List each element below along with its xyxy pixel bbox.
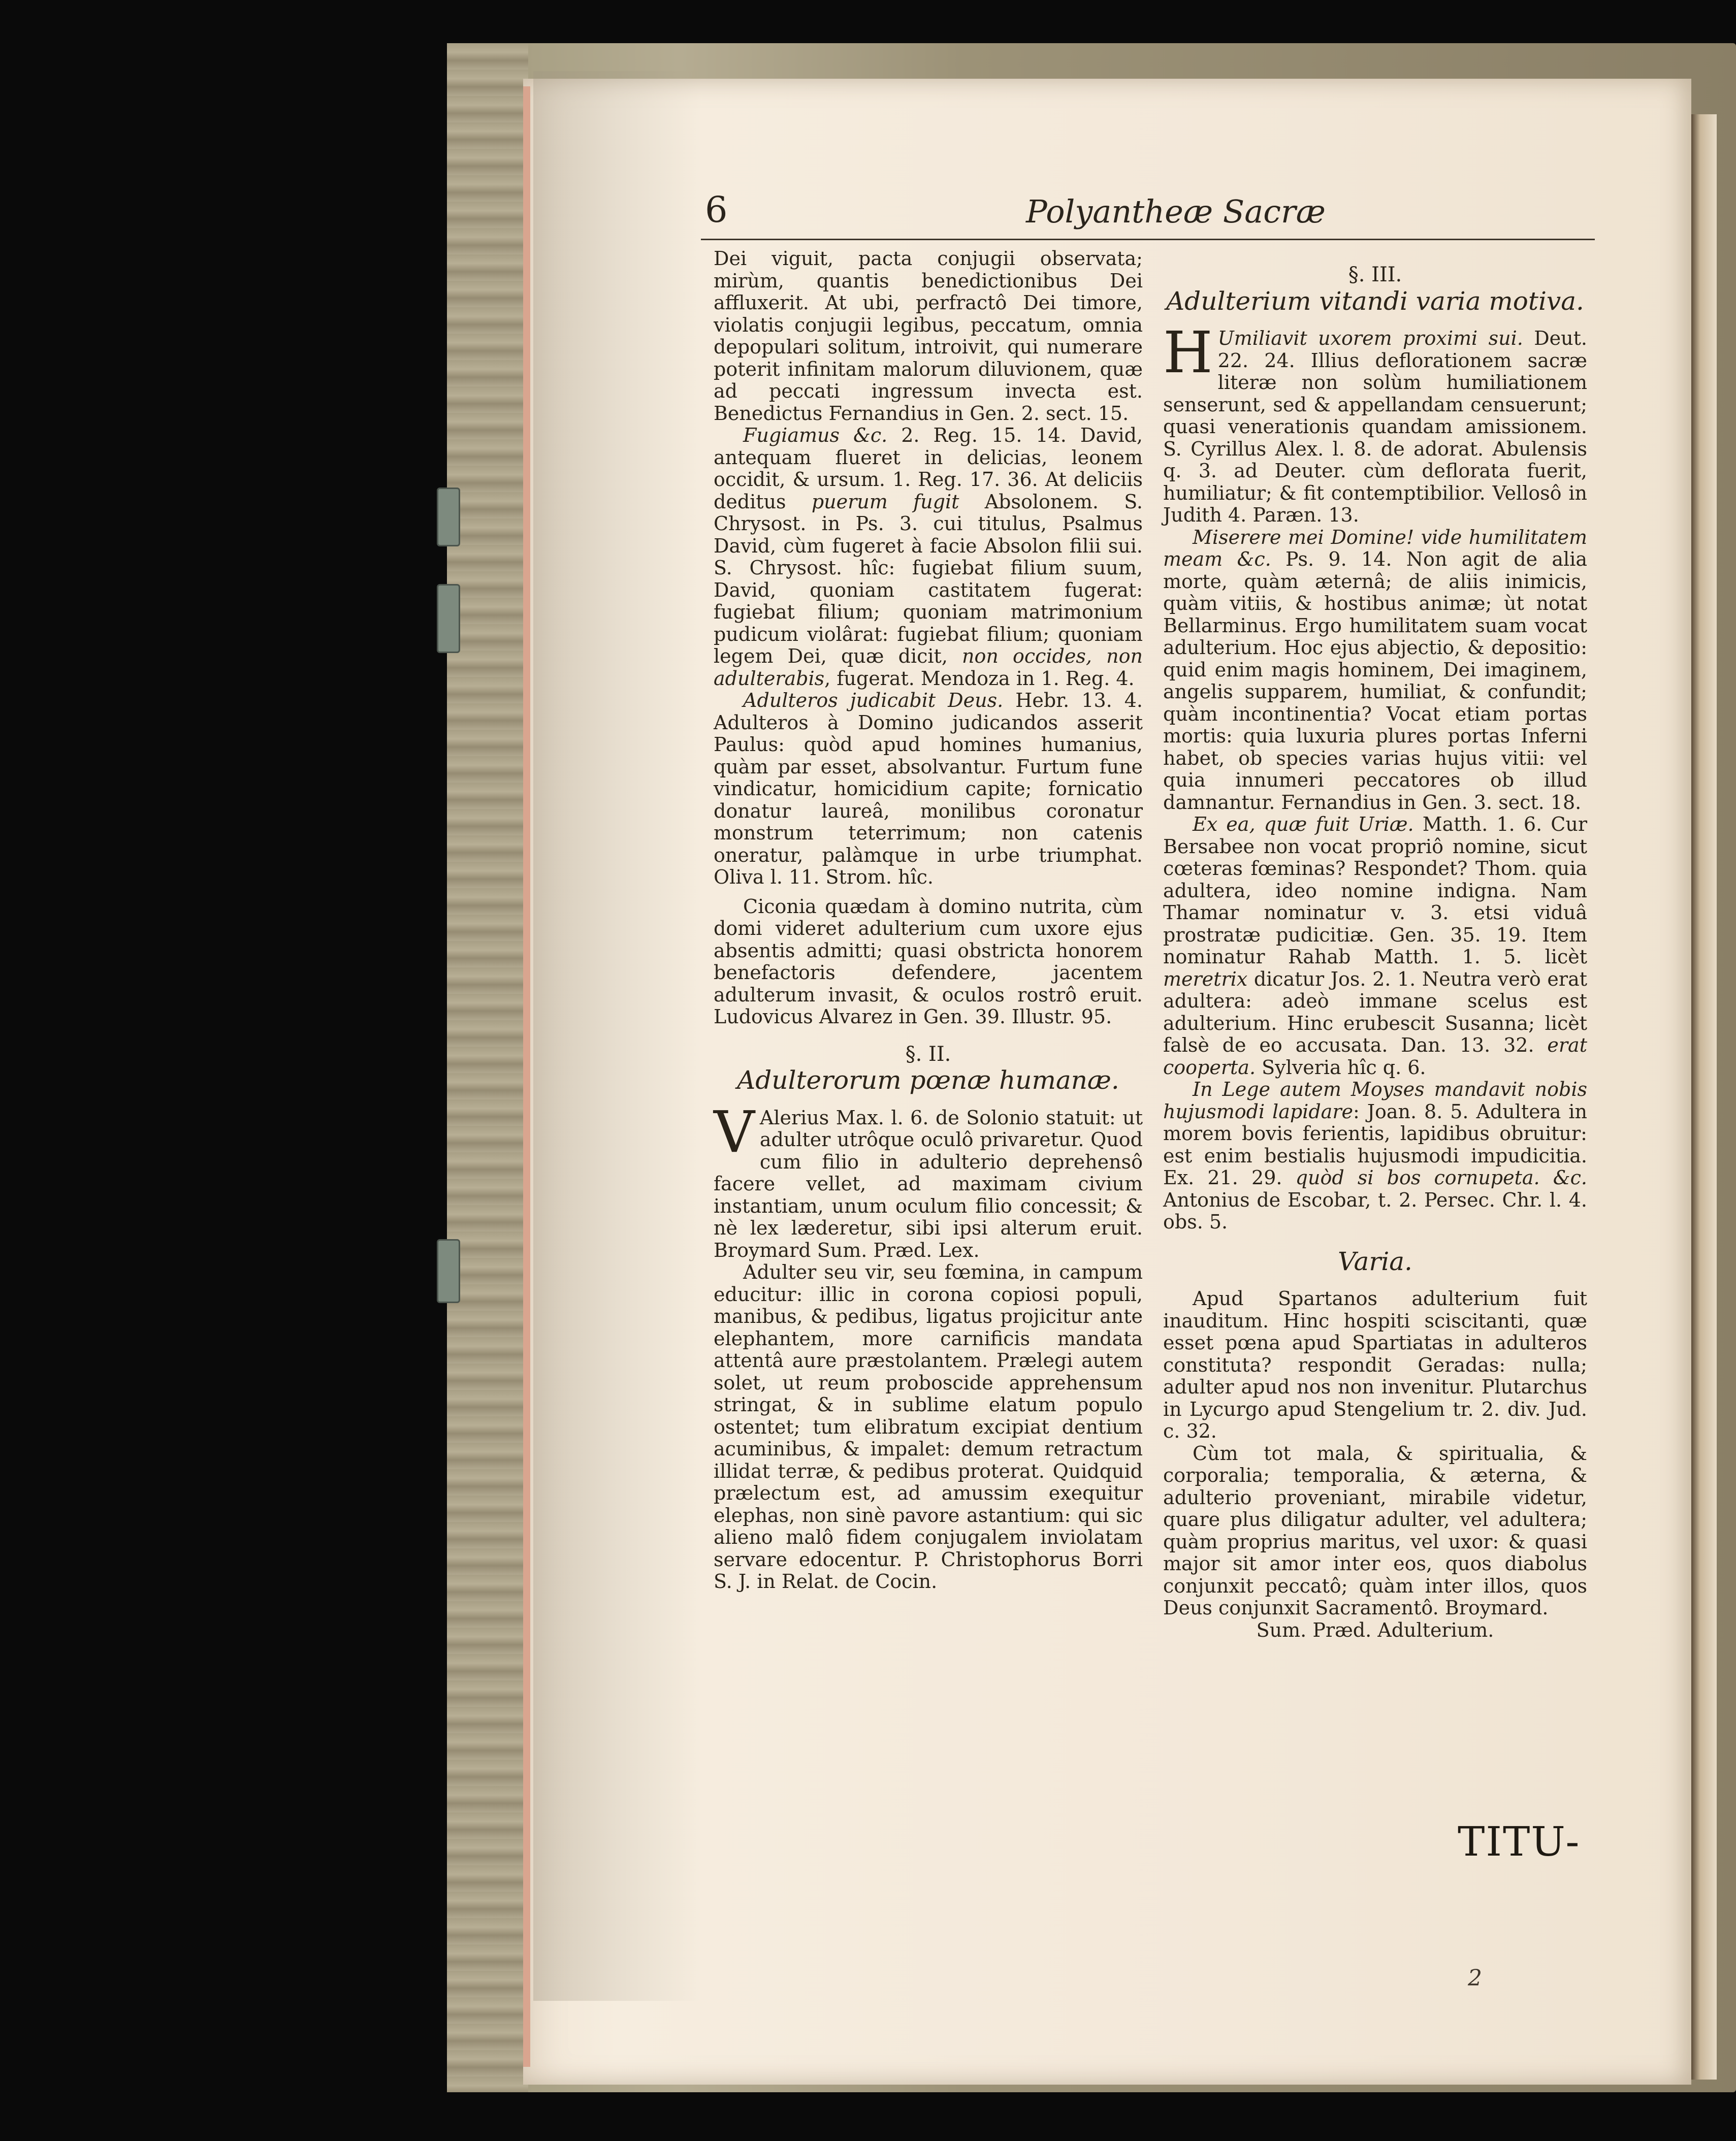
paragraph-text: Absolonem. S. Chrysost. in Ps. 3. cui titulus, Psalmus David, cùm fugeret à facie Absolon filii sui. S. Chrysost. hîc: fugiebat filium suum, David, quoniam castitatem fugerat: fugiebat filium; quoniam matrimonium pudicum violârat: fugiebat filium; quoniam legem Dei, quæ dicit, (714, 490, 1143, 667)
paragraph: Ciconia quædam à domino nutrita, cùm domi videret adulterium cum uxore ejus absentis admitti; quasi obstricta honorem benefactoris defendere, jacentem adulterum invasit, & oculos rostrô eruit. Ludovicus Alvarez in Gen. 39. Illustr. 95. (714, 895, 1143, 1028)
paragraph-tail: Sum. Præd. Adulterium. (1256, 1618, 1494, 1641)
paragraph-text: Antonius de Escobar, t. 2. Persec. Chr. l. 4. obs. 5. (1163, 1188, 1587, 1233)
lemma: Fugiamus &c. (743, 424, 888, 446)
italic-text: erat cooperta. (1163, 1034, 1587, 1079)
binding-clasp (437, 584, 460, 653)
italic-text: puerum fugit (811, 490, 959, 513)
facing-page-edge (1691, 114, 1717, 2080)
lemma: Miserere mei Domine! vide humilitatem meam &c. (1163, 526, 1587, 570)
book-spine-edge (447, 43, 528, 2092)
paragraph-text: Ps. 9. 14. Non agit de alia morte, quàm æternâ; de aliis inimicis, quàm vitiis, & hostibus animæ; ùt notat Bellarminus. Ergo humilitatem suam vocat adulterium. Hoc ejus abjectio, & depositio: quid enim magis hominem, Dei imaginem, angelis supparem, humiliat, & confundit; quàm incontinentia? Vocat etiam portas mortis: quia luxuria plures portas Inferni habet, ob species varias hujus vitii: vel quia innumeri peccatores ob illud damnantur. Fernandius in Gen. 3. sect. 18. (1163, 548, 1587, 814)
paragraph (1163, 1079, 1587, 1234)
section-number: §. II. (905, 1042, 951, 1066)
running-title (1026, 193, 1635, 229)
header-rule (701, 239, 1595, 240)
paragraph-text: Sylveria hîc q. 6. (1256, 1056, 1426, 1079)
paragraph-text: Matth. 1. 6. Cur Bersabee non vocat propriô nomine, sicut cœteras fœminas? Respondet? Thom. quia adultera, ideo nomine indigna. Nam Thamar nominatur v. 3. etsi viduâ prostratæ pudicitiæ. Gen. 35. 19. Item nominatur Rahab Matth. 1. 5. licèt (1163, 813, 1587, 968)
paragraph (714, 1099, 1143, 1262)
binding-clasp (437, 1239, 460, 1303)
section-number: §. III. (1348, 263, 1402, 286)
catchword: TITU- (1458, 1818, 1581, 1865)
right-column (1163, 264, 1587, 1641)
paragraph-text: , fugerat. Mendoza in 1. Reg. 4. (824, 667, 1135, 690)
page-stain (533, 71, 701, 2001)
drop-cap: V (714, 1099, 755, 1165)
paragraph (714, 690, 1143, 889)
italic-text: non occides, non adulterabis (714, 645, 1143, 690)
paragraph (714, 425, 1143, 690)
page-edge-red (523, 86, 530, 2067)
running-title-text: Polyantheæ Sacræ (1026, 193, 1326, 230)
lemma: In Lege autem Moyses mandavit nobis hujusmodi lapidare (1163, 1078, 1587, 1123)
page-number: 6 (705, 189, 728, 231)
lemma: Ex ea, quæ fuit Uriæ. (1193, 813, 1414, 835)
paragraph-text: Deut. 22. 24. Illius deflorationem sacræ literæ non solùm humiliationem senserunt, sed & appellandam censuerunt; quasi venerationis quandam amissionem. S. Cyrillus Alex. l. 8. de adorat. Abulensis q. 3. ad Deuter. cùm deflorata fuerit, humiliatur; & fit contemptibilior. Vellosô in Judith 4. Paræn. 13. (1163, 327, 1587, 526)
paragraph: Cùm tot mala, & spiritualia, & corporalia; temporalia, & æterna, & adulterio proveniant, mirabile videtur, quare plus diligatur adulter, vel adultera; quàm proprius maritus, vel uxor: & quasi major sit amor inter eos, quos diabolus conjunxit peccatô; quàm inter illos, quos Deus conjunxit Sacramentô. Broymard. (1163, 1442, 1587, 1619)
paragraph-text: : Joan. 8. 5. Adultera in morem bovis ferientis, lapidibus obruitur: est enim bestialis hujusmodi impudicitia. Ex. 21. 29. (1163, 1100, 1588, 1189)
paragraph-text: Alerius Max. l. 6. de Solonio statuit: ut adulter utrôque oculô privaretur. Quod cum filio in adulterio deprehensô facere vellet, ad maximam civium instantiam, unum oculum filio concessit; & nè lex læderetur, sibi ipsi alterum eruit. Broymard Sum. Præd. Lex. (714, 1106, 1143, 1261)
italic-text: Umiliavit uxorem proximi sui. (1217, 327, 1523, 349)
italic-text: quòd si bos cornupeta. &c. (1295, 1166, 1587, 1189)
paragraph: Dei viguit, pacta conjugii observata; mirùm, quantis benedictionibus Dei affluxerit. At ubi, perfractô Dei timore, violatis conjugii legibus, peccatum, omnia depopulari solitum, introivit, qui numerare poterit infinitam malorum diluvionem, quæ ad peccati ingressum invecta est. Benedictus Fernandius in Gen. 2. sect. 15. (714, 247, 1143, 425)
paragraph-text: dicatur Jos. 2. 1. Neutra verò erat adultera: adeò immane scelus est adulterium. Hinc erubescit Susanna; licèt falsè de eo accusata. Dan. 13. 32. (1163, 967, 1587, 1056)
paragraph: Adulter seu vir, seu fœmina, in campum educitur: illic in corona copiosi populi, manibus, & pedibus, ligatus projicitur ante elephantem, more carnificis mandata attentâ aure præstolantem. Prælegi autem solet, ut reum proboscide apprehensum stringat, & in sublime elatum populo ostentet; tum elibratum excipiat dentium acuminibus, & impalet: demum retractum illidat terræ, & pedibus proterat. Quidquid prælectum est, ad amussim exequitur elephas, non sinè pavore astantium: qui sic alieno malô fidem conjugalem inviolatam servare edocentur. P. Christophorus Borri S. J. in Relat. de Cocin. (714, 1261, 1143, 1593)
paragraph: Apud Spartanos adulterium fuit inauditum. Hinc hospiti sciscitanti, quæ esset pœna apud Spartiatas in adulteros constituta? respondit Geradas: nulla; adulter apud nos non invenitur. Plutarchus in Lycurgo apud Stengelium tr. 2. div. Jud. c. 32. (1163, 1287, 1587, 1442)
paragraph (1163, 320, 1587, 527)
left-column (714, 248, 1143, 1593)
section-title-varia: Varia. (1338, 1246, 1412, 1276)
paragraph (1163, 527, 1587, 814)
section-title: Adulterorum pœnæ humanæ. (737, 1065, 1119, 1095)
paragraph (1163, 814, 1587, 1079)
manuscript-mark: 2 (1468, 1965, 1482, 1991)
paragraph-text: 2. Reg. 15. 14. David, antequam flueret in delicias, leonem occidit, & ursum. 1. Reg. 17. 36. At deliciis deditus (714, 424, 1143, 513)
drop-cap: H (1163, 320, 1213, 386)
paragraph-text: Hebr. 13. 4. Adulteros à Domino judicandos asserit Paulus: quòd apud homines humanius, quàm par esset, absolvantur. Furtum fune vindicatur, homicidium capite; fornicatio donatur laureâ, monilibus coronatur monstrum teterrimum; non catenis oneratur, palàmque in urbe triumphat. Oliva l. 11. Strom. hîc. (714, 689, 1143, 888)
lemma: Adulteros judicabit Deus. (743, 689, 1004, 711)
italic-text: meretrix (1163, 967, 1248, 990)
binding-clasp (437, 488, 460, 546)
section-title: Adulterium vitandi varia motiva. (1166, 286, 1584, 316)
